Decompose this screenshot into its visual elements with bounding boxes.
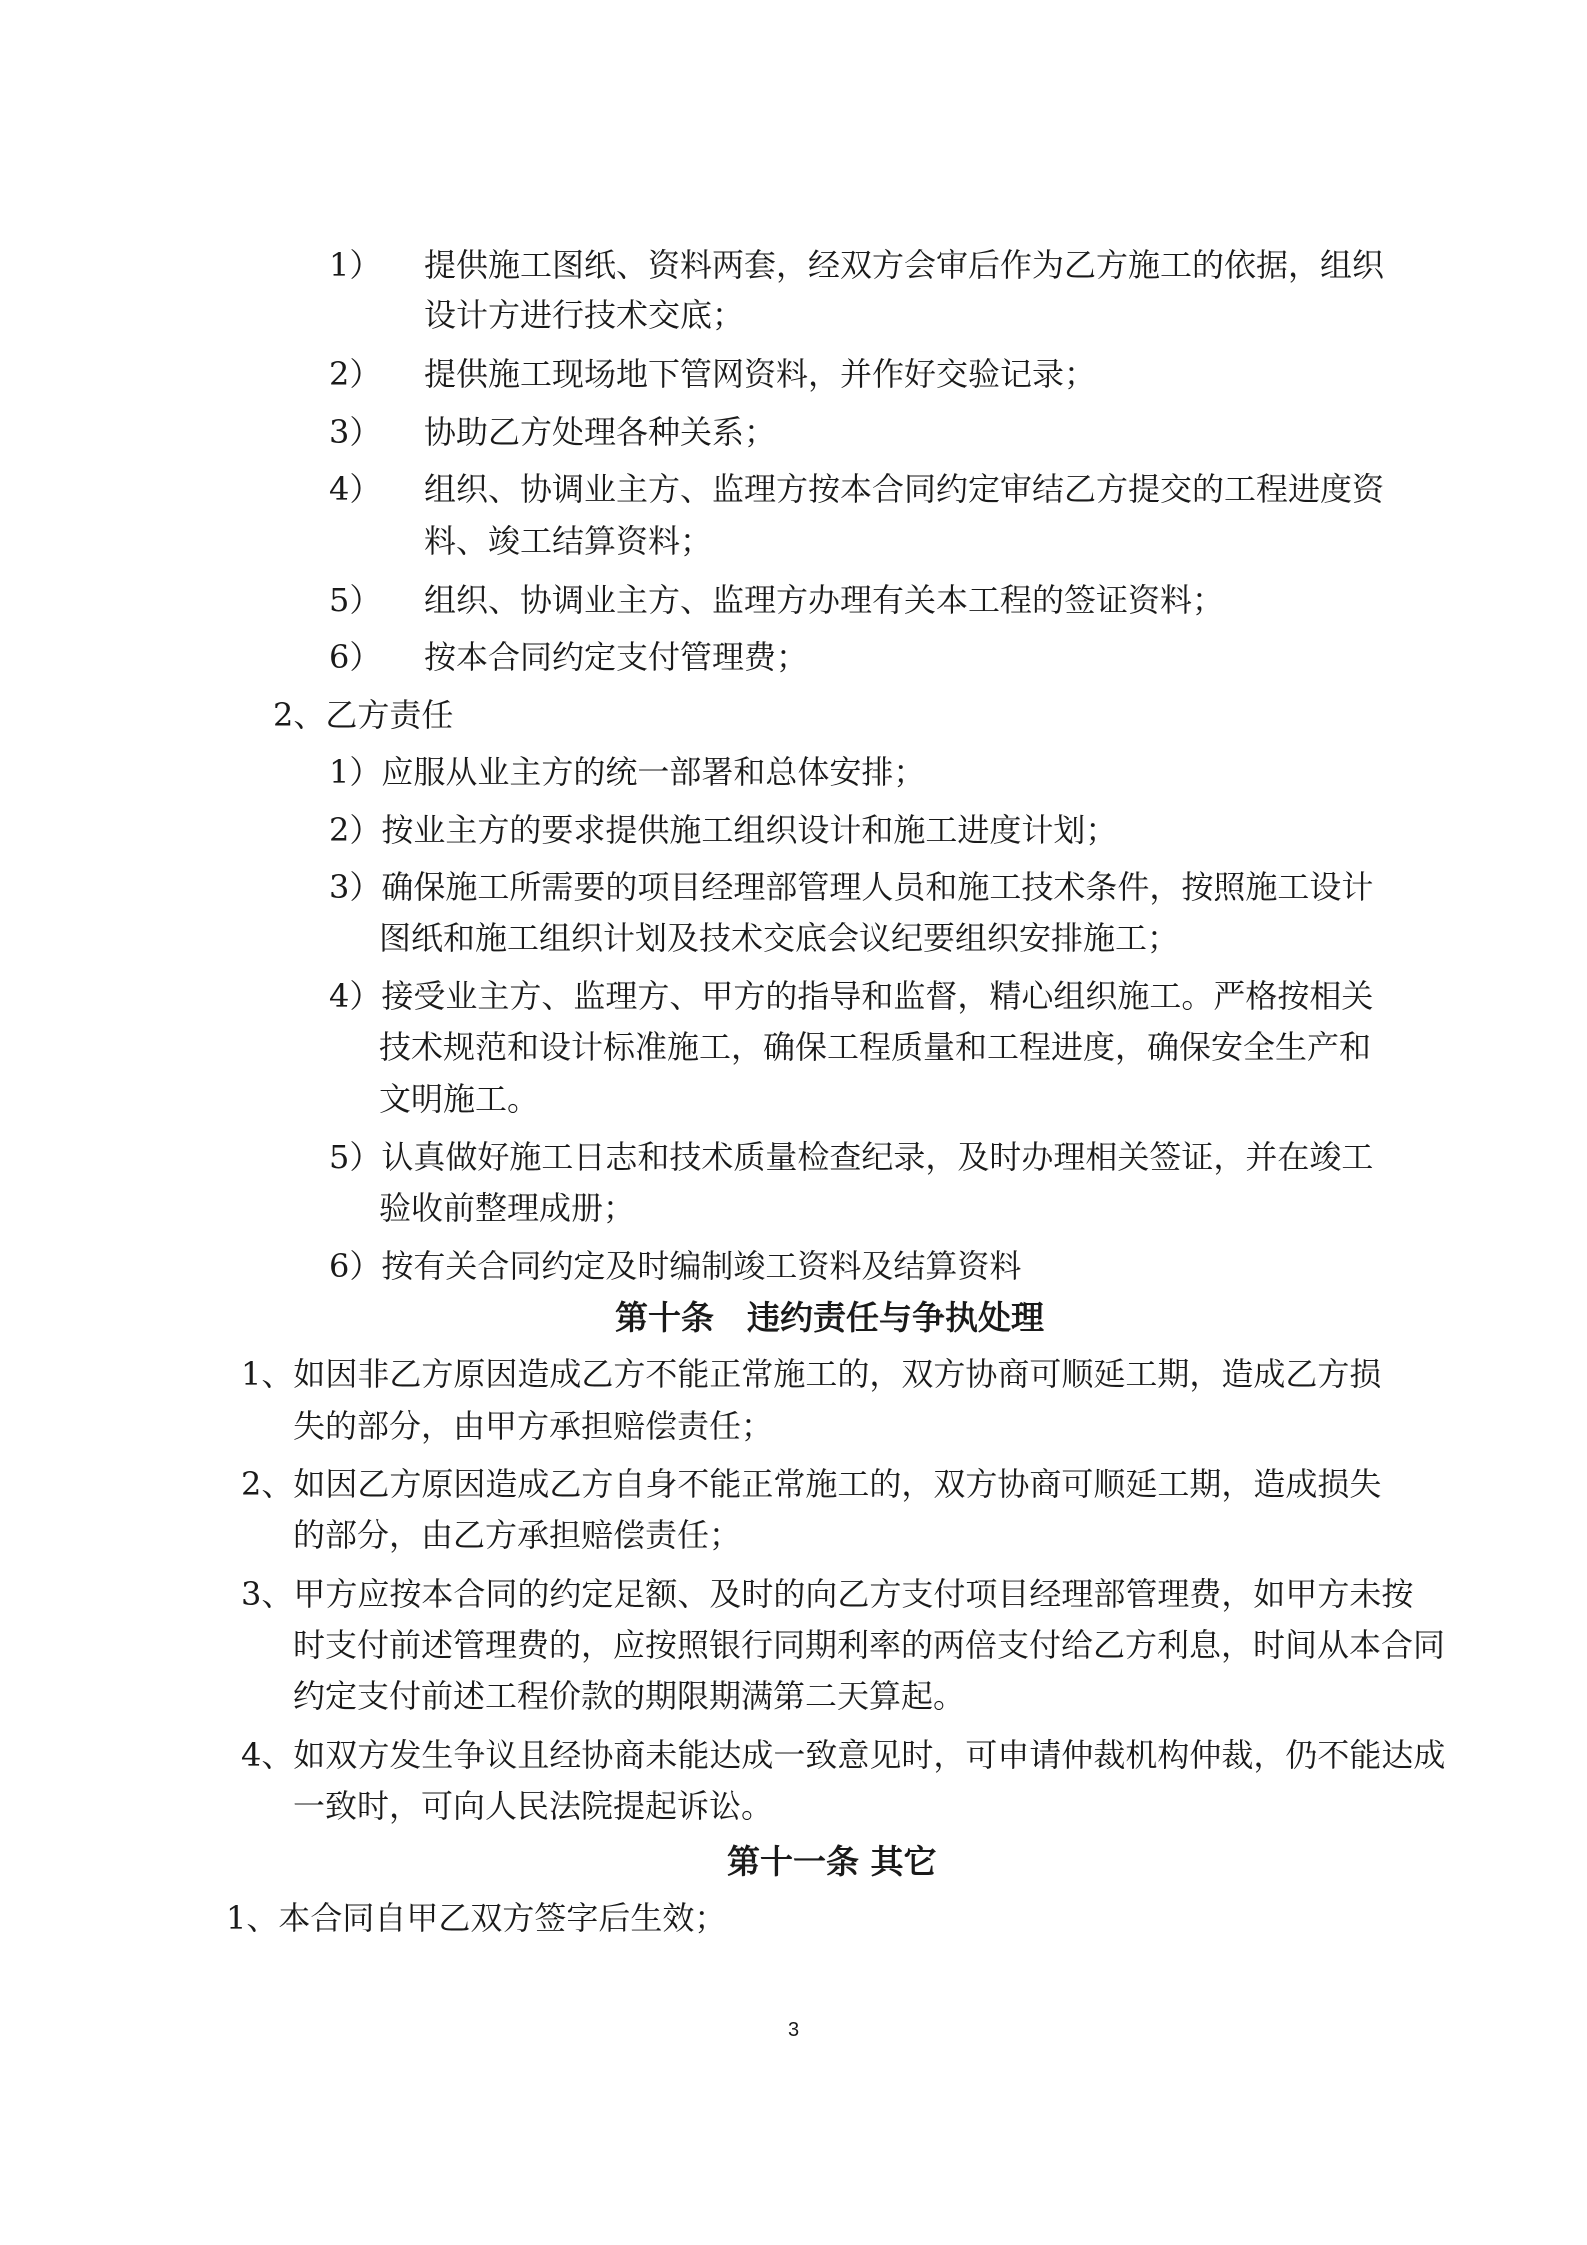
party-b-item-4-cont-2: 文明施工。 [379, 1080, 540, 1118]
article-10-item-1-cont: 失的部分，由甲方承担赔偿责任； [293, 1407, 774, 1445]
party-b-item-4: 4）接受业主方、监理方、甲方的指导和监督，精心组织施工。严格按相关 [329, 977, 1374, 1015]
party-a-item-1-text-cont: 设计方进行技术交底； [424, 296, 745, 334]
article-11-item-1: 1、本合同自甲乙双方签字后生效； [226, 1899, 727, 1937]
party-a-item-5-text: 组织、协调业主方、监理方办理有关本工程的签证资料； [424, 581, 1225, 619]
article-10-heading: 第十条 违约责任与争执处理 [615, 1298, 1044, 1337]
article-10-item-3-cont-2: 约定支付前述工程价款的期限期满第二天算起。 [293, 1677, 966, 1715]
party-a-item-6-number: 6） [329, 638, 382, 676]
party-a-item-2-number: 2） [329, 355, 382, 393]
party-b-section-title: 2、乙方责任 [273, 696, 454, 734]
article-11-heading: 第十一条 其它 [727, 1842, 937, 1881]
party-a-item-5-number: 5） [329, 581, 382, 619]
party-b-item-5-cont: 验收前整理成册； [379, 1189, 636, 1227]
article-10-item-3-cont-1: 时支付前述管理费的，应按照银行同期利率的两倍支付给乙方利息，时间从本合同 [293, 1626, 1446, 1664]
party-b-item-5: 5）认真做好施工日志和技术质量检查纪录，及时办理相关签证，并在竣工 [329, 1138, 1374, 1176]
party-a-item-4-number: 4） [329, 470, 382, 508]
party-a-item-4-text-cont: 料、竣工结算资料； [424, 522, 713, 560]
party-a-item-3-number: 3） [329, 413, 382, 451]
party-a-item-2-text: 提供施工现场地下管网资料，并作好交验记录； [424, 355, 1097, 393]
article-10-item-4-cont: 一致时，可向人民法院提起诉讼。 [293, 1787, 774, 1825]
party-b-item-4-cont-1: 技术规范和设计标准施工，确保工程质量和工程进度，确保安全生产和 [379, 1028, 1372, 1066]
article-10-item-4: 4、如双方发生争议且经协商未能达成一致意见时，可申请仲裁机构仲裁，仍不能达成 [241, 1736, 1446, 1774]
party-b-item-2: 2）按业主方的要求提供施工组织设计和施工进度计划； [329, 811, 1118, 849]
article-10-item-1: 1、如因非乙方原因造成乙方不能正常施工的，双方协商可顺延工期，造成乙方损 [241, 1355, 1382, 1393]
party-b-item-3-cont: 图纸和施工组织计划及技术交底会议纪要组织安排施工； [379, 919, 1180, 957]
party-b-item-6: 6）按有关合同约定及时编制竣工资料及结算资料 [329, 1247, 1022, 1285]
article-10-item-2: 2、如因乙方原因造成乙方自身不能正常施工的，双方协商可顺延工期，造成损失 [241, 1465, 1382, 1503]
article-10-item-2-cont: 的部分，由乙方承担赔偿责任； [293, 1516, 742, 1554]
party-b-item-1: 1）应服从业主方的统一部署和总体安排； [329, 753, 926, 791]
party-a-item-1-number: 1） [329, 246, 382, 284]
page-number: 3 [787, 2019, 800, 2041]
party-b-item-3: 3）确保施工所需要的项目经理部管理人员和施工技术条件，按照施工设计 [329, 868, 1374, 906]
party-a-item-6-text: 按本合同约定支付管理费； [424, 638, 809, 676]
party-a-item-1-text: 提供施工图纸、资料两套，经双方会审后作为乙方施工的依据，组织 [424, 246, 1385, 284]
party-a-item-4-text: 组织、协调业主方、监理方按本合同约定审结乙方提交的工程进度资 [424, 470, 1385, 508]
party-a-item-3-text: 协助乙方处理各种关系； [424, 413, 777, 451]
article-10-item-3: 3、甲方应按本合同的约定足额、及时的向乙方支付项目经理部管理费，如甲方未按 [241, 1575, 1414, 1613]
